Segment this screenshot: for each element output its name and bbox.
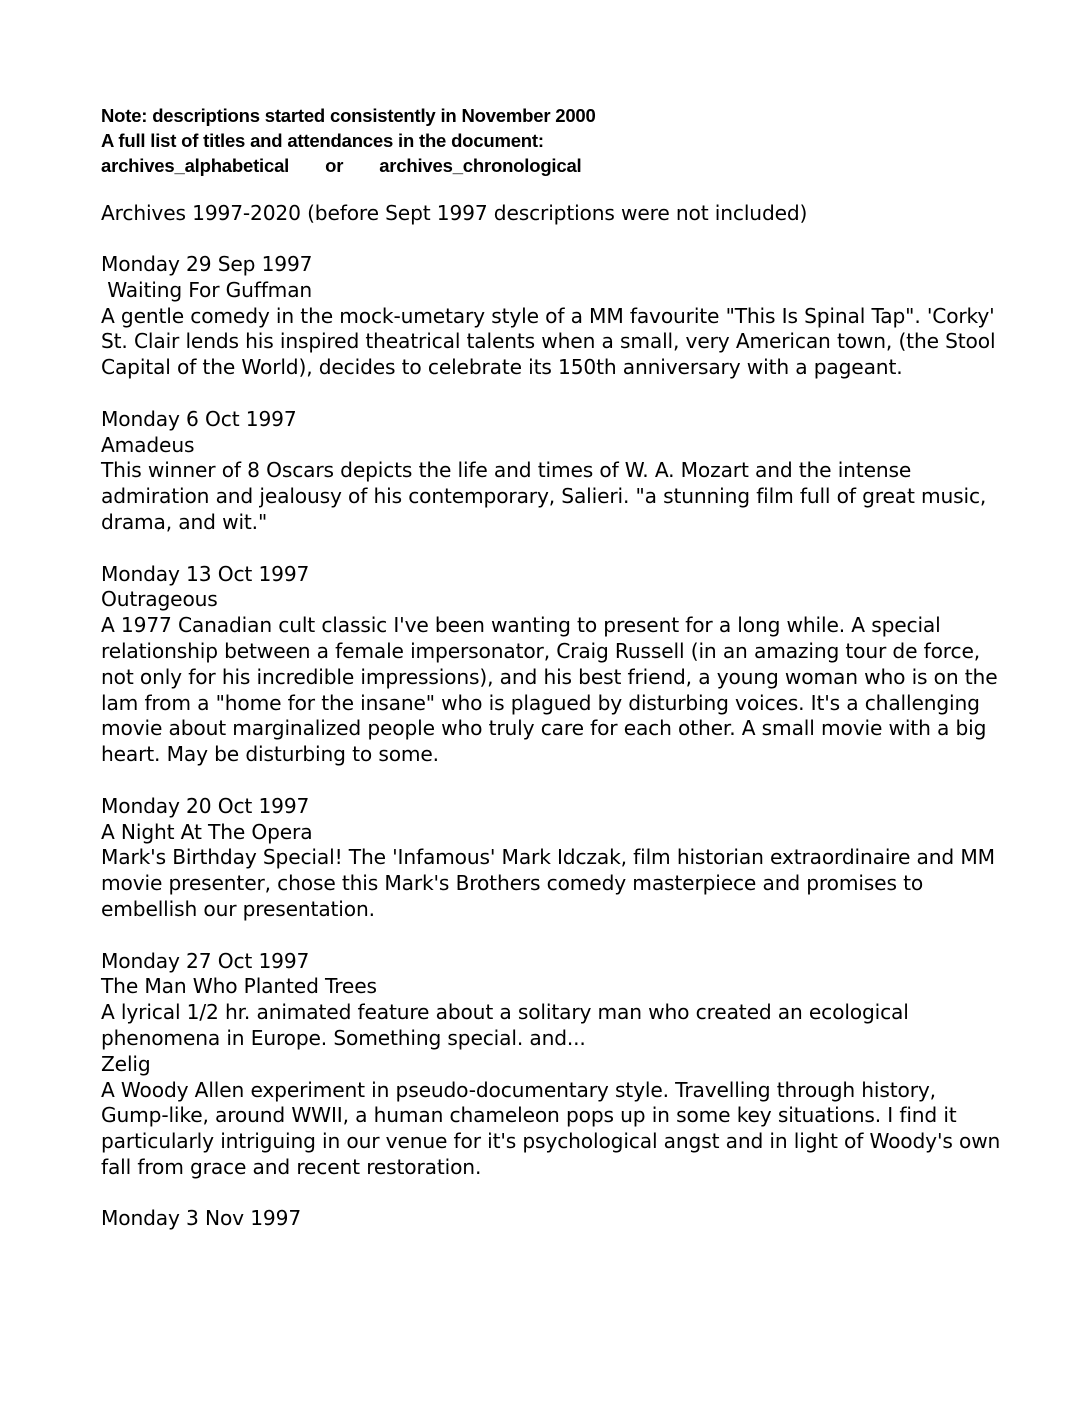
entry-title: A Night At The Opera bbox=[101, 819, 313, 844]
archive-entry bbox=[101, 1206, 1001, 1232]
archive-note bbox=[101, 103, 1001, 178]
entry-description: This winner of 8 Oscars depicts the life and times of W. A. Mozart and the intense admiration and jealousy of his contemporary, Salieri. "a stunning film full of great music, drama, and wit." bbox=[101, 458, 987, 534]
entry-description: Mark's Birthday Special! The 'Infamous' Mark Idczak, film historian extraordinaire and MM movie presenter, chose this Mark's Brothers comedy masterpiece and promises to embellish our presentation. bbox=[101, 845, 995, 921]
entry-description-second: A Woody Allen experiment in pseudo-documentary style. Travelling through history, Gump-like, around WWII, a human chameleon pops up in some key situations. I find it particularly intriguing in our venue for it's psychological angst and in light of Woody's own fall from grace and recent restoration. bbox=[101, 1077, 1001, 1179]
entry-title: Waiting For Guffman bbox=[101, 277, 313, 302]
entry-date: Monday 3 Nov 1997 bbox=[101, 1206, 302, 1231]
entry-date: Monday 13 Oct 1997 bbox=[101, 561, 310, 586]
entry-description: A gentle comedy in the mock-umetary style of a MM favourite "This Is Spinal Tap". 'Corky' St. Clair lends his inspired theatrical talents when a small, very American town, (the Stool Capital of the World), decides to celebrate its 150th anniversary with a pageant. bbox=[101, 303, 996, 380]
archive-entry bbox=[101, 407, 1001, 536]
note-line-1: Note: descriptions started consistently in November 2000 bbox=[101, 105, 596, 126]
entry-description: A lyrical 1/2 hr. animated feature about a solitary man who created an ecological phenomena in Europe. Something special. and... bbox=[101, 1000, 909, 1050]
archive-entry bbox=[101, 252, 1001, 381]
archive-entry bbox=[101, 794, 1001, 923]
note-line-2: A full list of titles and attendances in the document: bbox=[101, 130, 544, 151]
entry-date: Monday 20 Oct 1997 bbox=[101, 793, 310, 818]
link-archives-chronological[interactable]: archives_chronological bbox=[379, 155, 582, 176]
archives-intro: Archives 1997-2020 (before Sept 1997 descriptions were not included) bbox=[101, 201, 808, 225]
or-text: or bbox=[325, 155, 344, 176]
entry-title: The Man Who Planted Trees bbox=[101, 974, 377, 999]
archive-entry bbox=[101, 562, 1001, 768]
entry-date: Monday 29 Sep 1997 bbox=[101, 252, 313, 276]
entry-title-second: Zelig bbox=[101, 1051, 151, 1076]
archive-entries bbox=[101, 252, 1001, 1258]
note-links bbox=[101, 153, 1001, 178]
entry-title: Amadeus bbox=[101, 432, 195, 457]
entry-title: Outrageous bbox=[101, 587, 218, 612]
entry-date: Monday 6 Oct 1997 bbox=[101, 406, 297, 431]
entry-description: A 1977 Canadian cult classic I've been wanting to present for a long while. A special relationship between a female impersonator, Craig Russell (in an amazing tour de force, not only for his incredible impressions), and his best friend, a young woman who is on the lam from a "home for the insane" who is plagued by disturbing voices. It's a challenging movie about marginalized people who truly care for each other. A small movie with a big heart. May be disturbing to some. bbox=[101, 613, 998, 767]
link-archives-alphabetical[interactable]: archives_alphabetical bbox=[101, 155, 290, 176]
entry-date: Monday 27 Oct 1997 bbox=[101, 948, 310, 973]
archive-entry bbox=[101, 949, 1001, 1181]
